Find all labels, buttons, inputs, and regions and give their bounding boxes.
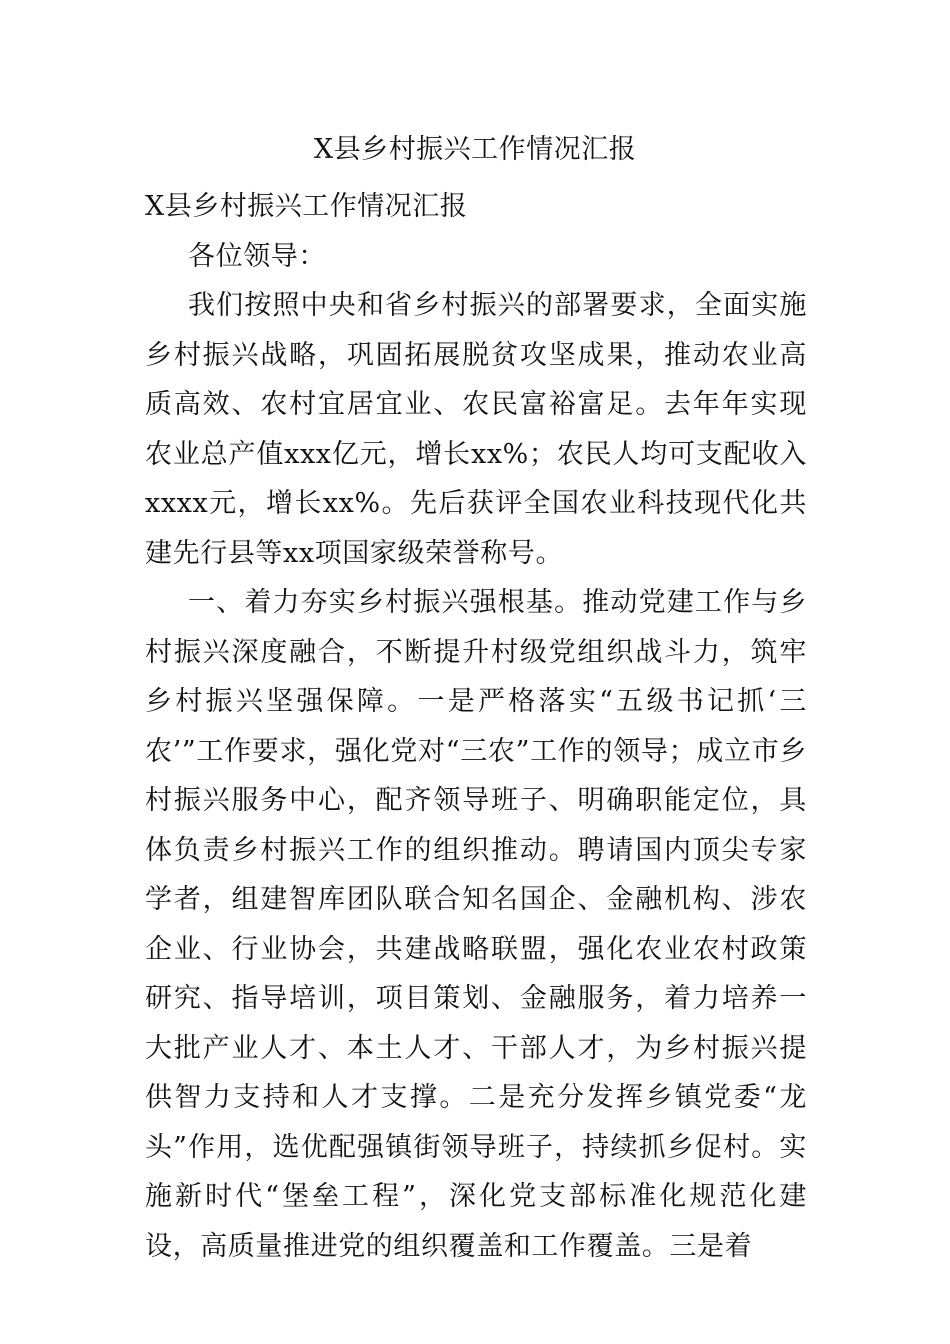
- document-title: X县乡村振兴工作情况汇报: [313, 134, 637, 165]
- intro-paragraph: 我们按照中央和省乡村振兴的部署要求，全面实施乡村振兴战略，巩固拓展脱贫攻坚成果，推动农业高质高效、农村宜居宜业、农民富裕富足。去年年实现农业总产值xxx亿元，增长xx%；农民人均可支配收入xxxx元，增长xx%。先后获评全国农业科技现代化共建先行县等xx项国家级荣誉称号。: [145, 290, 807, 569]
- document-body: [145, 182, 807, 1271]
- document-subtitle: X县乡村振兴工作情况汇报: [145, 191, 468, 222]
- section-one-paragraph: 一、着力夯实乡村振兴强根基。推动党建工作与乡村振兴深度融合，不断提升村级党组织战斗力，筑牢乡村振兴坚强保障。一是严格落实“五级书记抓‘三农’”工作要求，强化党对“三农”工作的领导；成立市乡村振兴服务中心，配齐领导班子、明确职能定位，具体负责乡村振兴工作的组织推动。聘请国内顶尖专家学者，组建智库团队联合知名国企、金融机构、涉农企业、行业协会，共建战略联盟，强化农业农村政策研究、指导培训，项目策划、金融服务，着力培养一大批产业人才、本土人才、干部人才，为乡村振兴提供智力支持和人才支撑。二是充分发挥乡镇党委“龙头”作用，选优配强镇街领导班子，持续抓乡促村。实施新时代“堡垒工程”，深化党支部标准化规范化建设，高质量推进党的组织覆盖和工作覆盖。三是着: [145, 587, 807, 1262]
- salutation-paragraph: 各位领导：: [188, 240, 326, 272]
